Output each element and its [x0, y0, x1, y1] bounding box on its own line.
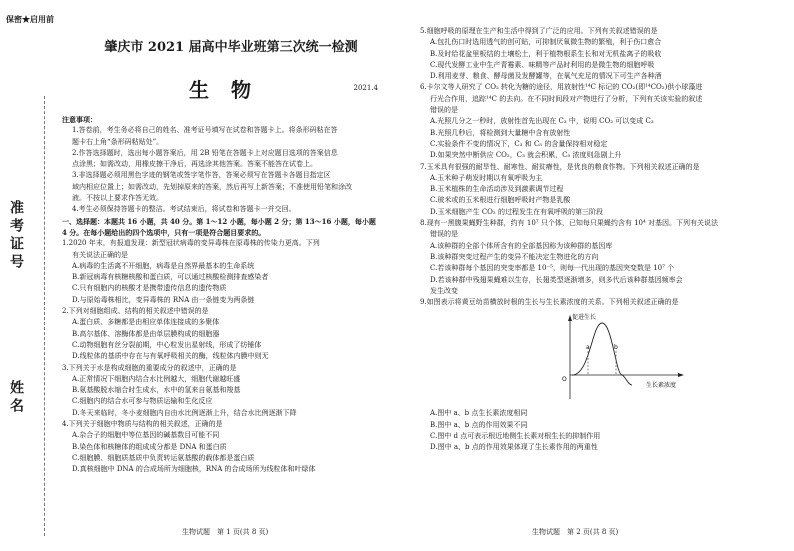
notes-line: 域内相应位置上；如需改动，先划掉原来的答案，然后再写上新答案；不准使用铅笔和涂改 — [72, 182, 352, 191]
question-option: D.与原始毒株相比，变异毒株的 RNA 由一条链变为两条链 — [72, 295, 255, 304]
question-option: A.蛋白质、多糖都是由相应单体连接成的多聚体 — [72, 318, 220, 327]
question — [62, 363, 400, 419]
question-option: D.真核细胞中 DNA 的合成场所为细胞核，RNA 的合成场所为线粒体和叶绿体 — [72, 465, 316, 474]
question-option: C.只有细胞内的核酸才是携带遗传信息的遗传物质 — [72, 284, 227, 293]
question-stem: 5.细胞呼吸的原理在生产和生活中得到了广泛的应用。下列有关叙述错误的是 — [420, 27, 658, 35]
question-option: B.染色体和核糖体的组成成分都是 DNA 和蛋白质 — [72, 442, 227, 451]
left-body — [62, 114, 400, 476]
notes-line: 4.考生必须保持答题卡的整洁。考试结束后，将试卷和答题卡一并交回。 — [72, 205, 296, 214]
question-option: B.图中 a、b 点的作用效果不同 — [430, 420, 528, 429]
right-page — [420, 0, 786, 551]
question-stem: 错误的是 — [430, 106, 458, 115]
section-heading-cont: 4 分。在每小题给出的四个选项中，只有一项是符合题目要求的。 — [62, 227, 266, 237]
question-stem: 8.现有一黑腹果蝇野生种群，约有 10⁷ 只个体，已知每只果蝇约含有 10⁴ 对基因。下列有关说法 — [420, 219, 719, 228]
notes-line: 1.答卷前，考生务必将自己的姓名、准考证号填写在试卷和答题卡上。将条形码粘在答 — [72, 126, 338, 135]
auxin-figure — [550, 311, 690, 405]
exam-number-label: 准考证号 — [8, 200, 24, 272]
question-stem: 1.2020 年末，有报道发现：新型冠状病毒的变异毒株在原毒株的传染力更高。下列 — [62, 239, 320, 248]
question-option: A.病毒的生活离不开细胞，病毒是自然界最基本的生命系统 — [72, 261, 255, 270]
y-axis-label: 促进生长 — [572, 314, 597, 322]
question — [62, 306, 400, 362]
question — [62, 238, 400, 306]
left-page — [62, 0, 400, 551]
question — [420, 82, 786, 161]
question-option: D.玉米细胞产生 CO₂ 的过程发生在有氧呼吸的第三阶段 — [430, 207, 603, 216]
question-option: 发生改变 — [430, 286, 458, 295]
exam-date: 2021.4 — [353, 84, 378, 92]
question-option: B.新冠病毒有核糖核酸和蛋白质，可以通过核酸检测排查感染者 — [72, 273, 269, 282]
notes-line: 3.非选择题必须用黑色字迹的钢笔或签字笔作答，答案必须写在答题卡各题目指定区 — [72, 171, 331, 180]
question-option: C.细胞膜、细胞质基质中负责转运氨基酸的载体都是蛋白质 — [72, 453, 255, 462]
question-option: B.该种群突变过程产生的变异不能决定生物进化的方向 — [430, 252, 599, 261]
question-option: A.该种群的全部个体所含有的全部基因称为该种群的基因库 — [430, 241, 613, 250]
subject-title: 生物 — [189, 78, 273, 102]
origin-label: O — [562, 376, 567, 384]
question-option: D.利用麦芽、粮食、酵母菌及发酵罐等，在氧气充足的情况下可生产各种酒 — [430, 72, 662, 81]
question-option: A.正常情况下细胞内结合水比例越大，细胞代谢越旺盛 — [72, 374, 241, 383]
binding-line — [44, 96, 45, 536]
question-option: B.玉米植株的生命活动涉及到激素调节过程 — [430, 185, 564, 194]
question-option: B.光照几秒后，将检测到大量糖中含有放射性 — [430, 128, 571, 137]
point-a-label: a — [586, 344, 590, 352]
question-option: A.光照几分之一秒时，放射性首先出现在 C₃ 中，说明 CO₂ 可以变成 C₃ — [430, 117, 654, 126]
confidential-tag: 保密★启用前 — [6, 14, 54, 24]
question-stem: 有关说法正确的是 — [72, 250, 128, 259]
question — [420, 162, 786, 218]
question — [420, 26, 786, 82]
question-stem: 2.下列对细胞组成、结构的相关叙述中错误的是 — [62, 307, 209, 316]
page-footer-left: 生物试题 第 1 页(共 8 页) — [182, 528, 269, 536]
question-option: D.图中 a、b 点的作用效果体现了生长素作用的两重性 — [430, 443, 598, 452]
notes-line: 2.作答选择题时，选出每小题答案后，用 2B 铅笔在答题卡上对应题目选项的答案信息 — [72, 148, 338, 157]
name-label: 姓名 — [8, 380, 24, 416]
question-option: D.如果突然中断供应 CO₂，C₃ 就会积累，C₅ 浓度则急剧上升 — [430, 151, 622, 160]
question-option: B.高尔基体、溶酶体都是由单层膜构成的细胞器 — [72, 329, 220, 338]
question-stem: 3.下列关于水是构成细胞的重要成分的叙述中，正确的是 — [62, 363, 237, 372]
right-body — [420, 26, 786, 454]
question-option: C.细胞内的结合水可参与物质运输和生化反应 — [72, 397, 213, 406]
question — [62, 419, 400, 475]
question-stem: 6.卡尔文等人研究了 CO₂ 转化为糖的途径，用放射性¹⁴C 标记的 CO₂(即¹⁴CO₂)供小球藻进 — [420, 83, 703, 92]
question-option: D.冬天来临时，冬小麦细胞内自由水比例逐渐上升，结合水比例逐渐下降 — [72, 408, 297, 417]
page-footer-right: 生物试题 第 2 页(共 8 页) — [532, 528, 619, 536]
question-option: B.氨基酸脱水缩合时生成水，水中的氢来自氨基和羧基 — [72, 386, 241, 395]
section-heading: 一、选择题：本题共 16 小题，共 40 分。第 1～12 小题，每小题 2 分；第 13～16 小题，每小题 — [62, 216, 376, 226]
x-axis-arrow — [678, 373, 684, 377]
point-b-label: b — [614, 344, 618, 352]
notes-list — [62, 125, 400, 215]
exam-title: 肇庆市 2021 届高中毕业班第三次统一检测 — [104, 40, 358, 55]
question-stem: 9.如图表示将黄豆幼苗横放时根的生长与生长素浓度的关系。下列相关叙述正确的是 — [420, 298, 679, 307]
notes-line: 液。不按以上要求作答无效。 — [72, 194, 163, 203]
question — [420, 218, 786, 297]
question-option: A.玉米种子萌发时期以有氧呼吸为主 — [430, 173, 543, 182]
question-option: D.线粒体的基质中存在与有氧呼吸相关的酶，线粒体内膜中则无 — [72, 352, 269, 361]
question-option: A.杂合子的细胞中等位基因的碱基数目可能不同 — [72, 431, 220, 440]
question — [420, 297, 786, 453]
growth-curve — [572, 323, 632, 385]
question-option: C.实验条件不变的情况下，C₃ 和 C₅ 的含量保持相对稳定 — [430, 139, 608, 148]
question-option: C.动物细胞有丝分裂前期，中心粒发出星射线，形成了纺锤体 — [72, 340, 262, 349]
question-stem: 错误的是 — [430, 230, 458, 239]
question-option: B.及时给花盆里板结的土壤松土，利于植物根系生长和对无机盐离子的吸收 — [430, 49, 662, 58]
question-option: A.图中 a、b 点生长素浓度相同 — [430, 409, 528, 418]
x-axis-label: 生长素浓度 — [646, 382, 677, 390]
question-stem: 4.下列关于细胞中物质与结构的相关叙述，正确的是 — [62, 420, 223, 429]
question-option: C.图中 d 点可表示根近地侧生长素对根生长的抑制作用 — [430, 432, 601, 441]
question-option: C.若该种群每个基因的突变率都是 10⁻⁵，则每一代出现的基因突变数是 10⁷ 个 — [430, 264, 675, 273]
question-option: A.包扎伤口时选用透气的创可贴，可抑制厌氧微生物的繁殖，利于伤口愈合 — [430, 38, 662, 47]
left-questions — [62, 238, 400, 475]
question-stem: 7.玉米具有很强的耐旱性、耐寒性、耐贫瘠性，是优良的粮食作物。下列相关叙述正确的是 — [420, 162, 700, 171]
question-option: C.玻米或的玉米根进行细胞呼吸时产物是乳酸 — [430, 196, 571, 205]
notes-heading: 注意事项： — [62, 115, 97, 124]
question-option: D.若该种群中残翅果蝇难以生存，长翅类型逐渐增多，则多代后该种群基因频率会 — [430, 275, 683, 284]
notes-line: 题卡右上角“条形码粘贴处”。 — [72, 137, 164, 146]
notes-line: 点涂黑；如需改动，用橡皮擦干净后，再选涂其他答案。答案不能答在试卷上。 — [72, 160, 317, 169]
question-stem: 行光合作用，追踪¹⁴C 的去向。在不同时间段对产物进行了分析，下列有关该实验的叙述 — [430, 94, 703, 103]
auxin-curve-chart — [550, 311, 690, 405]
question-option: C.现代发酵工业中生产青霉素、味精等产品时利用的是微生物的细胞呼吸 — [430, 60, 655, 69]
right-questions — [420, 26, 786, 454]
